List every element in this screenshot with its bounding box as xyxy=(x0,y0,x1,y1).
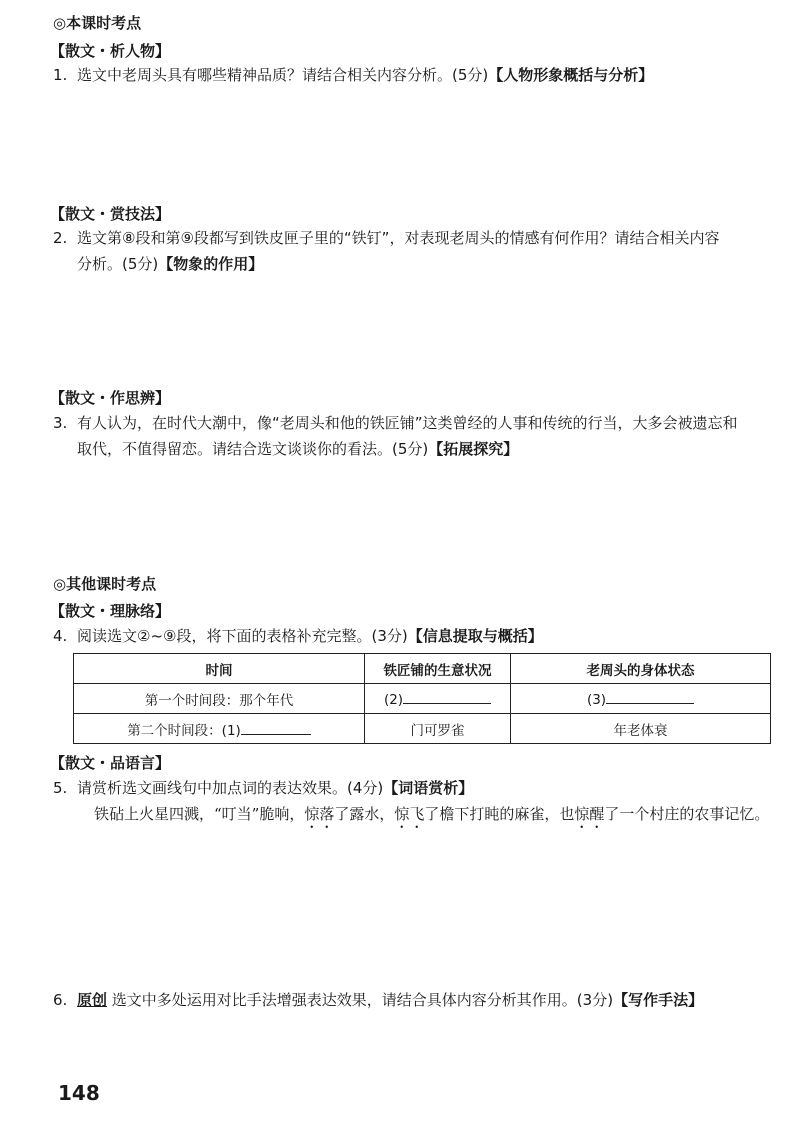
section-title-current: ◎本课时考点 xyxy=(53,14,142,32)
cell-row2-business: 门可罗雀 xyxy=(365,714,511,744)
page-number: 148 xyxy=(58,1081,100,1105)
dotted-word: 惊落 xyxy=(304,805,335,823)
header-business: 铁匠铺的生意状况 xyxy=(365,654,511,684)
q1-tag: 【散文・析人物】 xyxy=(50,42,171,60)
header-time: 时间 xyxy=(74,654,365,684)
skill-label: 【词语赏析】 xyxy=(383,779,474,797)
blank-label: (2) xyxy=(383,692,404,708)
question-4 xyxy=(53,624,543,648)
quote-part: 铁砧上火星四溅，“叮当”脆响， xyxy=(94,805,305,823)
dotted-word: 惊醒 xyxy=(574,805,605,823)
original-badge: 原创 xyxy=(77,991,108,1009)
question-number: 5. xyxy=(53,779,68,797)
cell-row2-health: 年老体衰 xyxy=(511,714,771,744)
blank-label: 第二个时间段：(1) xyxy=(127,722,241,739)
answer-blank[interactable] xyxy=(403,689,491,704)
answer-blank[interactable] xyxy=(606,689,694,704)
question-number: 4. xyxy=(53,627,68,645)
question-3-cont xyxy=(77,437,518,461)
table-header-row xyxy=(74,654,771,684)
q3-tag: 【散文・作思辨】 xyxy=(50,389,171,407)
question-text: 选文中老周头具有哪些精神品质？请结合相关内容分析。(5分) xyxy=(77,66,489,84)
table-row xyxy=(74,684,771,714)
answer-table xyxy=(73,653,771,744)
section-title-other: ◎其他课时考点 xyxy=(53,575,157,593)
question-text: 选文中多处运用对比手法增强表达效果，请结合具体内容分析其作用。(3分) xyxy=(111,991,614,1009)
q2-tag: 【散文・赏技法】 xyxy=(50,205,171,223)
question-text-line1: 有人认为，在时代大潮中，像“老周头和他的铁匠铺”这类曾经的人事和传统的行当，大多会被遗忘和 xyxy=(77,414,738,432)
question-text: 请赏析选文画线句中加点词的表达效果。(4分) xyxy=(77,779,384,797)
question-number: 6. xyxy=(53,991,68,1009)
skill-label: 【写作手法】 xyxy=(613,991,704,1009)
blank-label: (3) xyxy=(586,692,607,708)
question-6 xyxy=(53,988,703,1012)
cell-row1-business[interactable] xyxy=(365,684,511,714)
question-5 xyxy=(53,776,473,800)
table-row xyxy=(74,714,771,744)
question-number: 3. xyxy=(53,414,68,432)
question-number: 2. xyxy=(53,229,68,247)
question-text-line1: 选文第⑧段和第⑨段都写到铁皮匣子里的“铁钉”，对表现老周头的情感有何作用？请结合相关内容 xyxy=(77,229,720,247)
question-1 xyxy=(53,63,653,87)
q5-tag: 【散文・品语言】 xyxy=(50,754,171,772)
cell-row1-time: 第一个时间段：那个年代 xyxy=(74,684,365,714)
cell-row2-time[interactable] xyxy=(74,714,365,744)
answer-blank[interactable] xyxy=(241,720,311,735)
question-2-cont xyxy=(77,252,263,276)
question-text: 阅读选文②~⑨段，将下面的表格补充完整。(3分) xyxy=(77,627,408,645)
question-2 xyxy=(53,226,719,250)
skill-label: 【拓展探究】 xyxy=(428,440,519,458)
question-text-line2: 分析。(5分) xyxy=(77,255,159,273)
question-text-line2: 取代，不值得留恋。请结合选文谈谈你的看法。(5分) xyxy=(77,440,429,458)
skill-label: 【信息提取与概括】 xyxy=(407,627,543,645)
dotted-word: 惊飞 xyxy=(394,805,425,823)
q4-tag: 【散文・理脉络】 xyxy=(50,602,171,620)
skill-label: 【物象的作用】 xyxy=(158,255,264,273)
cell-row1-health[interactable] xyxy=(511,684,771,714)
quote-part: 了檐下打盹的麻雀，也 xyxy=(424,805,575,823)
quoted-sentence xyxy=(78,800,778,832)
quote-part: 了露水， xyxy=(334,805,395,823)
skill-label: 【人物形象概括与分析】 xyxy=(488,66,654,84)
quote-part: 了一个村庄的农事记忆。 xyxy=(604,805,770,823)
question-number: 1. xyxy=(53,66,68,84)
header-health: 老周头的身体状态 xyxy=(511,654,771,684)
question-3 xyxy=(53,411,738,435)
